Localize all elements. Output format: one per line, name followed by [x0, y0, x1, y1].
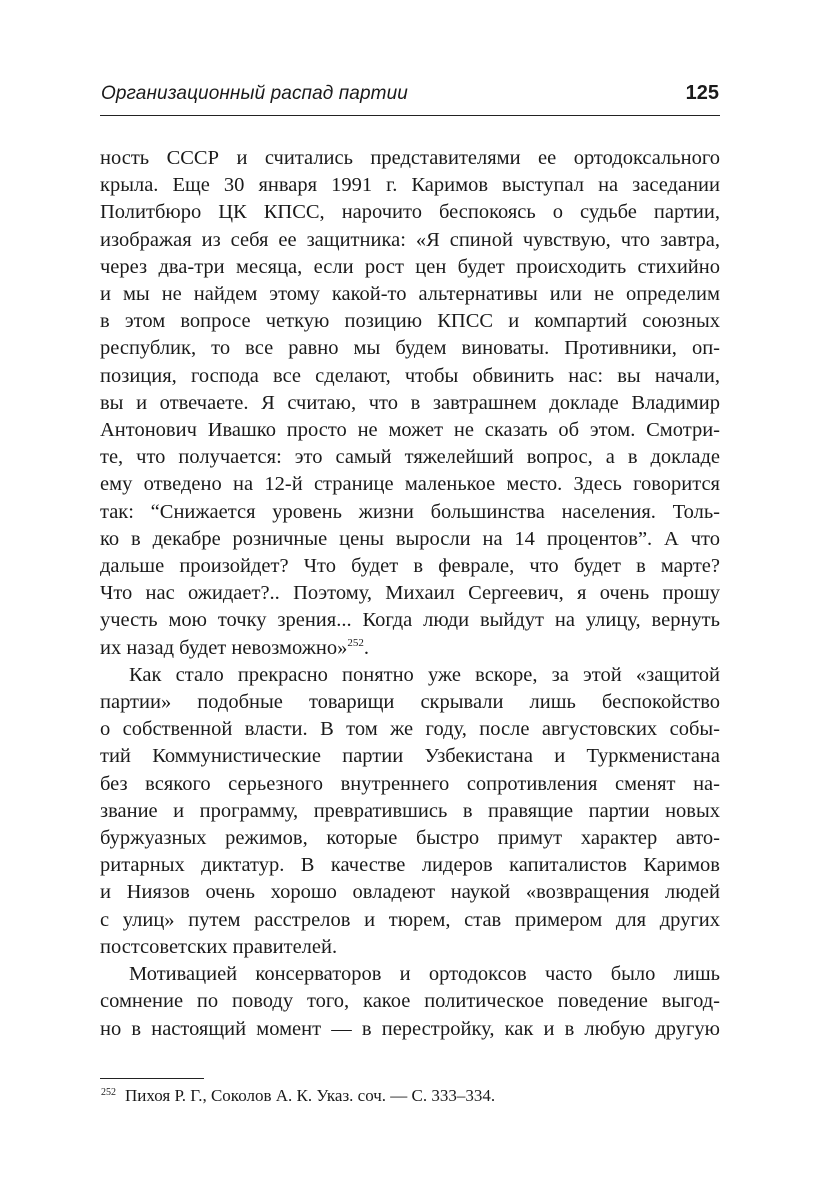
text-line: через два-три месяца, если рост цен будет происходить стихийно — [100, 255, 720, 278]
text-line: в этом вопросе четкую позицию КПСС и компартий союзных — [100, 310, 720, 333]
text-line: Как стало прекрасно понятно уже вскоре, за этой «защитой — [129, 663, 720, 686]
text-line: так: “Снижается уровень жизни большинства населения. Толь- — [100, 500, 720, 523]
paragraph-end-text: их назад будет невозможно» — [100, 636, 348, 659]
text-line: крыла. Еще 30 января 1991 г. Каримов выступал на заседании — [100, 174, 720, 197]
footnote-text: Пихоя Р. Г., Соколов А. К. Указ. соч. — С. 333–334. — [125, 1086, 496, 1105]
text-line: звание и программу, превратившись в правящие партии новых — [100, 799, 720, 822]
text-line: ему отведено на 12-й странице маленькое место. Здесь говорится — [100, 473, 720, 496]
text-line: Мотивацией консерваторов и ортодоксов часто было лишь — [129, 963, 720, 986]
text-line: сомнение по поводу того, какое политическое поведение выгод- — [100, 990, 720, 1013]
footnote — [101, 1085, 495, 1107]
text-line: и Ниязов очень хорошо овладеют наукой «возвращения людей — [100, 881, 720, 904]
text-line: позиция, господа все сделают, чтобы обвинить нас: вы начали, — [100, 364, 720, 387]
paragraph-3 — [100, 961, 720, 1043]
text-line: вы и отвечаете. Я считаю, что в завтрашнем докладе Владимир — [100, 391, 720, 414]
text-line: постсоветских правителей. — [100, 935, 338, 958]
paragraph-2 — [100, 662, 720, 961]
text-line: Антонович Ивашко просто не может не сказать об этом. Смотри- — [100, 419, 720, 442]
running-header — [101, 82, 719, 112]
page-number: 125 — [685, 82, 719, 104]
text-line: те, что получается: это самый тяжелейший вопрос, а в докладе — [100, 446, 720, 469]
text-line: тий Коммунистические партии Узбекистана и Туркменистана — [100, 745, 720, 768]
text-line: с улиц» путем расстрелов и тюрем, став примером для других — [100, 908, 720, 931]
text-line: республик, то все равно мы будем виноваты. Противники, оп- — [100, 337, 720, 360]
text-line: их назад будет невозможно»$^{252}$. — [100, 636, 370, 659]
text-line: дальше произойдет? Что будет в феврале, что будет в марте? — [100, 555, 720, 578]
text-line: буржуазных режимов, которые быстро примут характер авто- — [100, 827, 720, 850]
running-title: Организационный распад партии — [101, 83, 408, 104]
text-line: о собственной власти. В том же году, после августовских собы- — [100, 718, 720, 741]
footnote-number: 252 — [101, 1087, 116, 1098]
text-line: учесть мою точку зрения... Когда люди выйдут на улицу, вернуть — [100, 609, 720, 632]
footnote-reference[interactable]: 252 — [347, 636, 364, 649]
text-line: ко в декабре розничные цены выросли на 14 процентов”. А что — [100, 527, 720, 550]
text-line: Что нас ожидает?.. Поэтому, Михаил Сергеевич, я очень прошу — [100, 582, 720, 605]
text-line: Политбюро ЦК КПСС, нарочито беспокоясь о судьбе партии, — [100, 201, 720, 224]
text-line: ность СССР и считались представителями ее ортодоксального — [100, 147, 720, 169]
header-divider — [100, 115, 720, 116]
text-line: но в настоящий момент — в перестройку, как и в любую другую — [100, 1017, 720, 1040]
paragraph-1 — [100, 145, 720, 662]
text-line: без всякого серьезного внутреннего сопротивления сменят на- — [100, 772, 720, 795]
text-line: и мы не найдем этому какой-то альтернативы или не определим — [100, 283, 720, 306]
text-line: изображая из себя ее защитника: «Я спиной чувствую, что завтра, — [100, 228, 720, 251]
body-text — [100, 145, 720, 1043]
footnote-divider — [100, 1078, 204, 1079]
text-line: ритарных диктатур. В качестве лидеров капиталистов Каримов — [100, 854, 720, 877]
text-line: партии» подобные товарищи скрывали лишь беспокойство — [100, 691, 720, 714]
